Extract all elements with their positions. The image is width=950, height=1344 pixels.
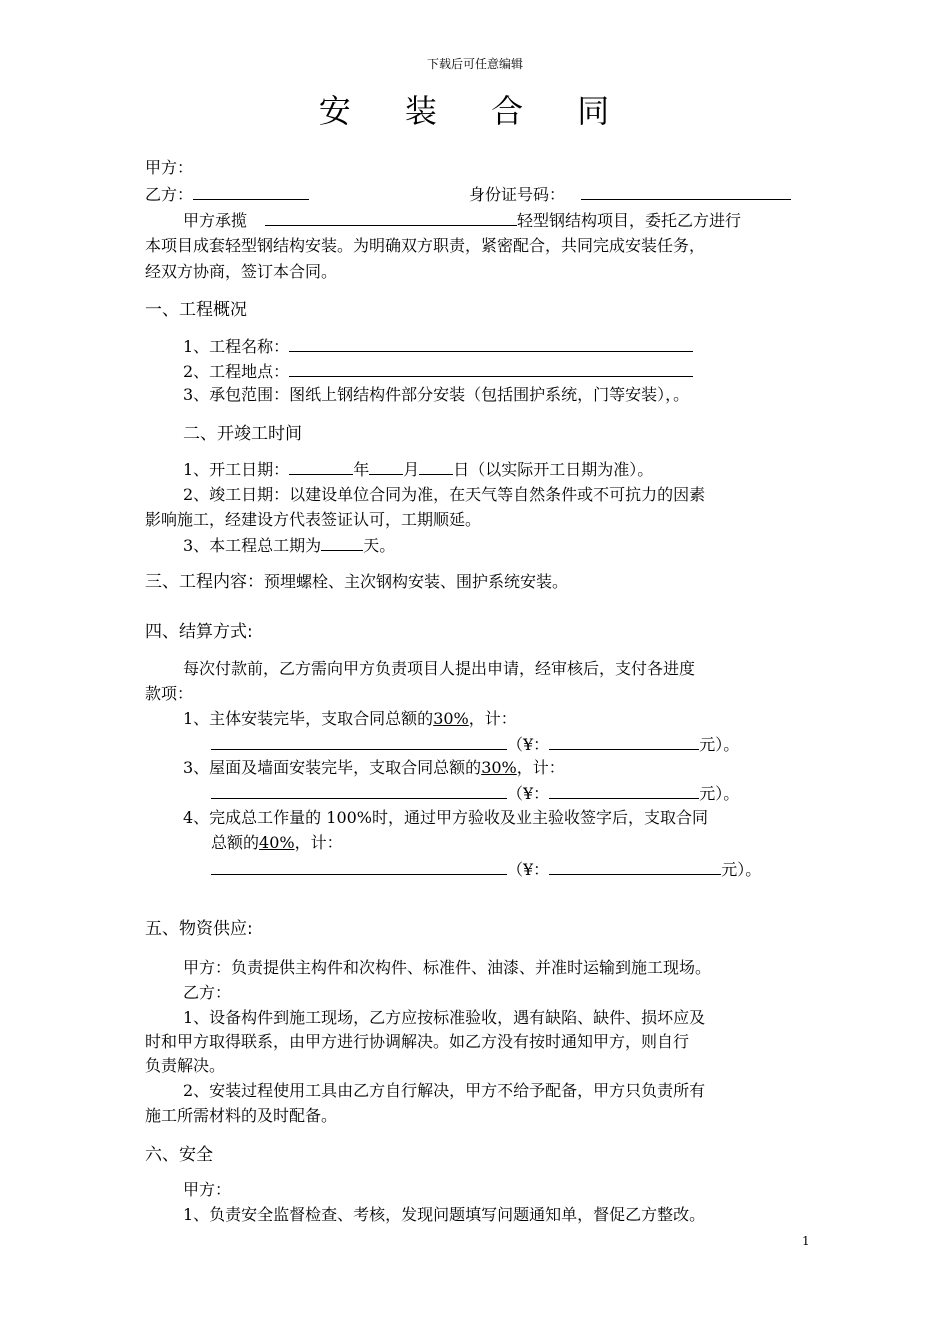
yen-label: （¥： [507, 860, 550, 879]
section-5-colon: : [247, 919, 253, 939]
period-blank[interactable] [321, 532, 363, 551]
period-row [183, 532, 395, 559]
payment-4-suffix: ，计： [294, 833, 343, 852]
intro-line-2: 本项目成套轻型钢结构安装。为明确双方职责，紧密配合，共同完成安装任务， [145, 236, 706, 255]
payment-1-yen-blank[interactable] [549, 731, 699, 750]
start-date-row [183, 456, 653, 483]
party-a-label: 甲方： [145, 158, 194, 177]
start-date-label: 1、开工日期： [183, 460, 290, 479]
payment-3-yen-blank[interactable] [549, 780, 699, 799]
section-3-content: 预埋螺栓、主次钢构安装、围护系统安装。 [264, 572, 569, 591]
supply-b2-line-2: 施工所需材料的及时配备。 [145, 1106, 338, 1125]
section-2-heading: 二、开竣工时间 [183, 424, 302, 444]
document-title: 安 装 合 同 [318, 92, 632, 130]
section-3-heading: 三、工程内容 [145, 572, 247, 592]
supply-b2-line-1: 2、安装过程使用工具由乙方自行解决，甲方不给予配备，甲方只负责所有 [183, 1081, 706, 1100]
intro-text: 轻型钢结构项目，委托乙方进行 [517, 211, 742, 230]
section-6-heading: 六、安全 [145, 1145, 213, 1165]
section-3-colon: ： [247, 572, 264, 592]
year-label: 年 [353, 460, 370, 479]
party-b-blank[interactable] [193, 181, 309, 200]
intro-line-1 [183, 207, 741, 234]
party-b-row [145, 181, 309, 208]
section-3-row [145, 569, 568, 595]
payment-4-amount-row [211, 856, 761, 883]
payment-4-text: 总额的 [211, 833, 260, 852]
payment-1-text: 1、主体安装完毕，支取合同总额的 [183, 709, 434, 728]
end-date-line-1: 2、竣工日期：以建设单位合同为准，在天气等自然条件或不可抗力的因素 [183, 485, 706, 504]
payment-3-amount-row [211, 780, 739, 807]
section-5-row [145, 916, 253, 942]
day-blank[interactable] [419, 456, 453, 475]
payment-4-yen-blank[interactable] [549, 856, 721, 875]
month-blank[interactable] [369, 456, 403, 475]
yuan-label: 元）。 [699, 784, 740, 803]
section-5-heading: 五、物资供应 [145, 919, 247, 939]
yuan-label: 元）。 [699, 735, 740, 754]
payment-3-percent: 30% [481, 758, 517, 777]
payment-3-text: 3、屋面及墙面安装完毕，支取合同总额的 [183, 758, 482, 777]
payment-4-amount-blank[interactable] [211, 856, 507, 875]
year-blank[interactable] [289, 456, 353, 475]
payment-1-suffix: ，计： [468, 709, 517, 728]
payment-intro-2: 款项： [145, 684, 194, 703]
page-number: 1 [802, 1234, 810, 1248]
payment-item-3 [183, 755, 565, 781]
id-number-blank[interactable] [581, 181, 791, 200]
end-date-line-2: 影响施工，经建设方代表签证认可，工期顺延。 [145, 510, 482, 529]
supply-b1-line-2: 时和甲方取得联系，由甲方进行协调解决。如乙方没有按时通知甲方，则自行 [145, 1032, 690, 1051]
safety-party-a: 甲方： [183, 1180, 232, 1199]
day-label: 日（以实际开工日期为准）。 [453, 460, 654, 479]
payment-item-1 [183, 706, 517, 732]
yuan-label: 元）。 [721, 860, 762, 879]
payment-3-suffix: ，计： [516, 758, 565, 777]
supply-party-b: 乙方： [183, 983, 232, 1002]
payment-1-amount-row [211, 731, 739, 758]
supply-party-a: 甲方：负责提供主构件和次构件、标准件、油漆、并准时运输到施工现场。 [183, 958, 712, 977]
project-site-row [183, 358, 693, 385]
section-4-colon: : [247, 622, 253, 642]
project-name-label: 1、工程名称： [183, 337, 290, 356]
payment-4-percent: 40% [259, 833, 295, 852]
supply-b1-line-3: 负责解决。 [145, 1056, 226, 1075]
intro-text: 甲方承揽 [183, 211, 248, 230]
id-number-label: 身份证号码： [469, 185, 566, 204]
scope-line: 3、承包范围：图纸上钢结构件部分安装（包括围护系统，门等安装），。 [183, 385, 690, 404]
project-name-blank[interactable] [289, 333, 693, 352]
project-name-row [183, 333, 693, 360]
project-blank[interactable] [265, 207, 517, 226]
payment-item-4-line-1: 4、完成总工作量的 100%时，通过甲方验收及业主验收签字后，支取合同 [183, 808, 709, 827]
payment-item-4-line-2 [211, 830, 343, 856]
project-site-label: 2、工程地点： [183, 362, 290, 381]
payment-1-amount-blank[interactable] [211, 731, 507, 750]
header-note: 下载后可任意编辑 [426, 57, 523, 71]
project-site-blank[interactable] [289, 358, 693, 377]
payment-3-amount-blank[interactable] [211, 780, 507, 799]
section-1-heading: 一、工程概况 [145, 300, 247, 320]
supply-b1-line-1: 1、设备构件到施工现场，乙方应按标准验收，遇有缺陷、缺件、损坏应及 [183, 1008, 706, 1027]
period-unit: 天。 [363, 536, 396, 555]
payment-intro-1: 每次付款前，乙方需向甲方负责项目人提出申请，经审核后，支付各进度 [183, 659, 696, 678]
payment-1-percent: 30% [433, 709, 469, 728]
id-number-row [469, 181, 791, 208]
intro-line-3: 经双方协商，签订本合同。 [145, 262, 338, 281]
month-label: 月 [403, 460, 420, 479]
yen-label: （¥： [507, 784, 550, 803]
yen-label: （¥： [507, 735, 550, 754]
period-label: 3、本工程总工期为 [183, 536, 322, 555]
safety-a1: 1、负责安全监督检查、考核，发现问题填写问题通知单，督促乙方整改。 [183, 1205, 706, 1224]
section-4-heading: 四、结算方式 [145, 622, 247, 642]
section-4-row [145, 619, 253, 645]
party-b-label: 乙方： [145, 185, 194, 204]
